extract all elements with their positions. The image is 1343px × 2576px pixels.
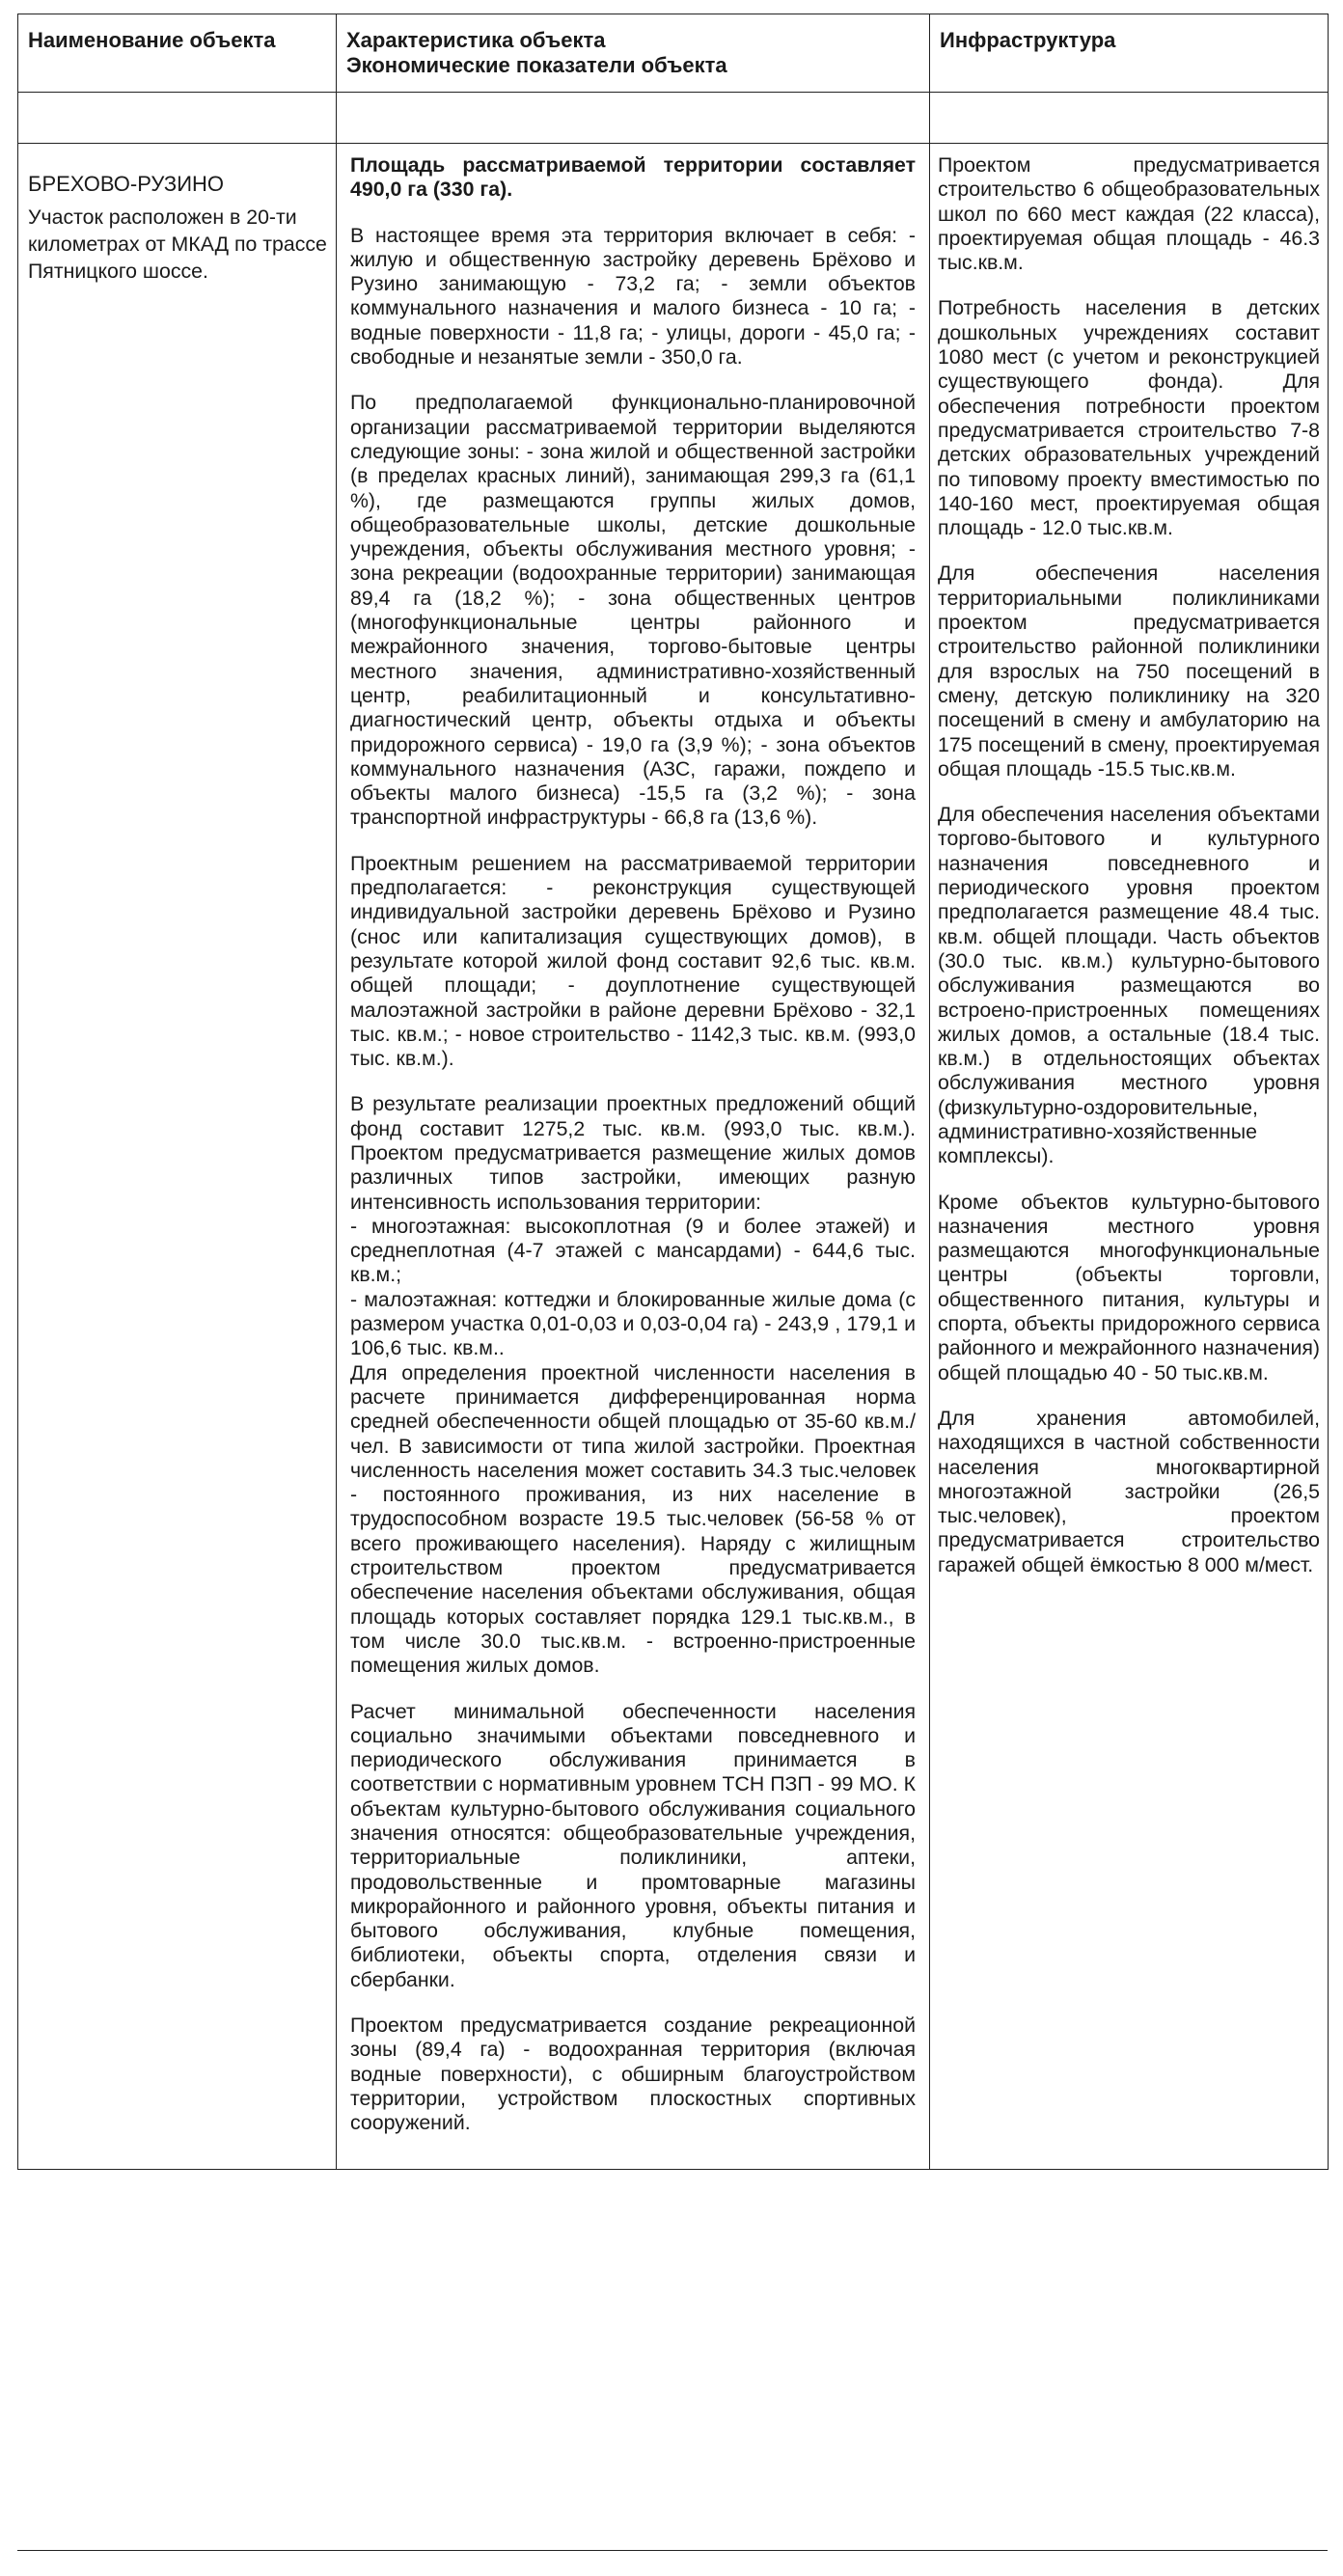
clinics-paragraph: Для обеспечения населения территориальными поликлиниками проектом предусматривается строительство районной поликлиники для взрослых на 750 посещений в смену, детскую поликлинику на 320 посещений в смену и амбулаторию на 175 посещений в смену, проектируемая общая площадь -15.5 тыс.кв.м. xyxy=(938,562,1320,781)
header-infrastructure: Инфраструктура xyxy=(930,14,1329,93)
table-row xyxy=(18,144,1329,2170)
trade-services-paragraph: Для обеспечения населения объектами торгово-бытового и культурного назначения повседневного и периодического уровня проектом предполагается размещение 48.4 тыс. кв.м. общей площади. Часть объектов (30.0 тыс. кв.м.) культурно-бытового обслуживания размещаются во встроено-пристроенных помещениях жилых домов, а остальные (18.4 тыс. кв.м.) в отдельностоящих объектах обслуживания местного уровня (физкультурно-оздоровительные, административно-хозяйственные комплексы). xyxy=(938,803,1320,1168)
header-characteristics xyxy=(337,14,930,93)
zoning-paragraph: По предполагаемой функционально-планировочной организации рассматриваемой территории выделяются следующие зоны: - зона жилой и общественной застройки (в пределах красных линий), занимающая 299,3 га (61,1 %), где размещаются группы жилых домов, общеобразовательные школы, детские дошкольные учреждения, объекты обслуживания местного уровня; - зона рекреации (водоохранные территории) занимающая 89,4 га (18,2 %); - зона общественных центров (многофункциональные центры районного и межрайонного значения, торгово-бытовые центры местного значения, административно-хозяйственный центр, реабилитационный и консультативно-диагностический центр, объекты отдыха и объекты придорожного сервиса) - 19,0 га (3,9 %); - зона объектов коммунального назначения (АЗС, гаражи, пождепо и объекты малого бизнеса) -15,5 га (3,2 %); - зона транспортной инфраструктуры - 66,8 га (13,6 %). xyxy=(350,391,916,830)
document-sheet xyxy=(17,14,1328,2559)
header-characteristics-line1: Характеристика объекта xyxy=(346,28,606,52)
lowrise-paragraph: - малоэтажная: коттеджи и блокированные жилые дома (с размером участка 0,01-0,03 и 0,03-0,04 га) - 243,9 , 179,1 и 106,6 тыс. кв.м.. xyxy=(350,1287,916,1360)
garages-paragraph: Для хранения автомобилей, находящихся в частной собственности населения многоквартирной многоэтажной застройки (26,5 тыс.человек), проектом предусматривается строительство гаражей общей ёмкостью 8 000 м/мест. xyxy=(938,1406,1320,1576)
social-objects-paragraph: Расчет минимальной обеспеченности населения социально значимыми объектами повседневного и периодического обслуживания принимается в соответствии с нормативным уровнем ТСН ПЗП - 99 МО. К объектам культурно-бытового обслуживания социального значения относятся: общеобразовательные учреждения, территориальные поликлиники, аптеки, продовольственные и промтоварные магазины микрорайонного и районного уровня, объекты питания и бытового обслуживания, клубные помещения, библиотеки, объекты спорта, отделения связи и сбербанки. xyxy=(350,1699,916,1991)
object-name: БРЕХОВО-РУЗИНО xyxy=(28,172,225,196)
object-cell xyxy=(18,144,337,2170)
header-characteristics-line2: Экономические показатели объекта xyxy=(346,53,727,77)
table-header-row xyxy=(18,14,1329,93)
object-table xyxy=(17,14,1329,2170)
current-territory-paragraph: В настоящее время эта территория включает в себя: - жилую и общественную застройку деревень Брёхово и Рузино занимающую - 73,2 га; - земли объектов коммунального назначения и малого бизнеса - 10 га; - водные поверхности - 11,8 га; - улицы, дороги - 45,0 га; - свободные и незанятые земли - 350,0 га. xyxy=(350,223,916,370)
bottom-rule xyxy=(17,2550,1328,2551)
infrastructure-cell xyxy=(930,144,1329,2170)
housing-fund-paragraph: В результате реализации проектных предложений общий фонд составит 1275,2 тыс. кв.м. (993,0 тыс. кв.м.). Проектом предусматривается размещение жилых домов различных типов застройки, имеющих разную интенсивность использования территории: xyxy=(350,1092,916,1214)
header-spacer-row xyxy=(18,93,1329,144)
multifunctional-centers-paragraph: Кроме объектов культурно-бытового назначения местного уровня размещаются многофункциональные центры (объекты торговли, общественного питания, культуры и спорта, объекты придорожного сервиса районного и межрайонного назначения) общей площадью 40 - 50 тыс.кв.м. xyxy=(938,1190,1320,1384)
schools-paragraph: Проектом предусматривается строительство 6 общеобразовательных школ по 660 мест каждая (22 класса), проектируемая общая площадь - 46.3 тыс.кв.м. xyxy=(938,153,1320,275)
characteristics-cell xyxy=(337,144,930,2170)
population-paragraph: Для определения проектной численности населения в расчете принимается дифференцированная норма средней обеспеченности общей площадью от 35-60 кв.м./чел. В зависимости от типа жилой застройки. Проектная численность населения может составить 34.3 тыс.человек - постоянного проживания, из них население в трудоспособном возрасте 19.5 тыс.человек (56-58 % от всего проживающего населения). Наряду с жилищным строительством проектом предусматривается обеспечение населения объектами обслуживания, общая площадь которых составляет порядка 129.1 тыс.кв.м., в том числе 30.0 тыс.кв.м. - встроенно-пристроенные помещения жилых домов. xyxy=(350,1360,916,1678)
object-location: Участок расположен в 20-ти километрах от МКАД по трассе Пятницкого шоссе. xyxy=(28,206,327,283)
kindergartens-paragraph: Потребность населения в детских дошкольных учреждениях составит 1080 мест (с учетом и реконструкцией существующего фонда). Для обеспечения потребности проектом предусматривается строительство 7-8 детских образовательных учреждений по типовому проекту вместимостью по 140-160 мест, проектируемая общая площадь - 12.0 тыс.кв.м. xyxy=(938,296,1320,540)
territory-area-heading: Площадь рассматриваемой территории составляет 490,0 га (330 га). xyxy=(350,153,916,202)
recreation-zone-paragraph: Проектом предусматривается создание рекреационной зоны (89,4 га) - водоохранная территория (включая водные поверхности), с обширным благоустройством территории, устройством плоскостных спортивных сооружений. xyxy=(350,2014,916,2135)
header-object-name: Наименование объекта xyxy=(18,14,337,93)
multistorey-paragraph: - многоэтажная: высокоплотная (9 и более этажей) и среднеплотная (4-7 этажей с мансардами) - 644,6 тыс. кв.м.; xyxy=(350,1214,916,1287)
project-solution-paragraph: Проектным решением на рассматриваемой территории предполагается: - реконструкция существующей индивидуальной застройки деревень Брёхово и Рузино (снос или капитализация существующих домов), в результате которой жилой фонд составит 92,6 тыс. кв.м. общей площади; - доуплотнение существующей малоэтажной застройки в районе деревни Брёхово - 32,1 тыс. кв.м.; - новое строительство - 1142,3 тыс. кв.м. (993,0 тыс. кв.м.). xyxy=(350,851,916,1071)
